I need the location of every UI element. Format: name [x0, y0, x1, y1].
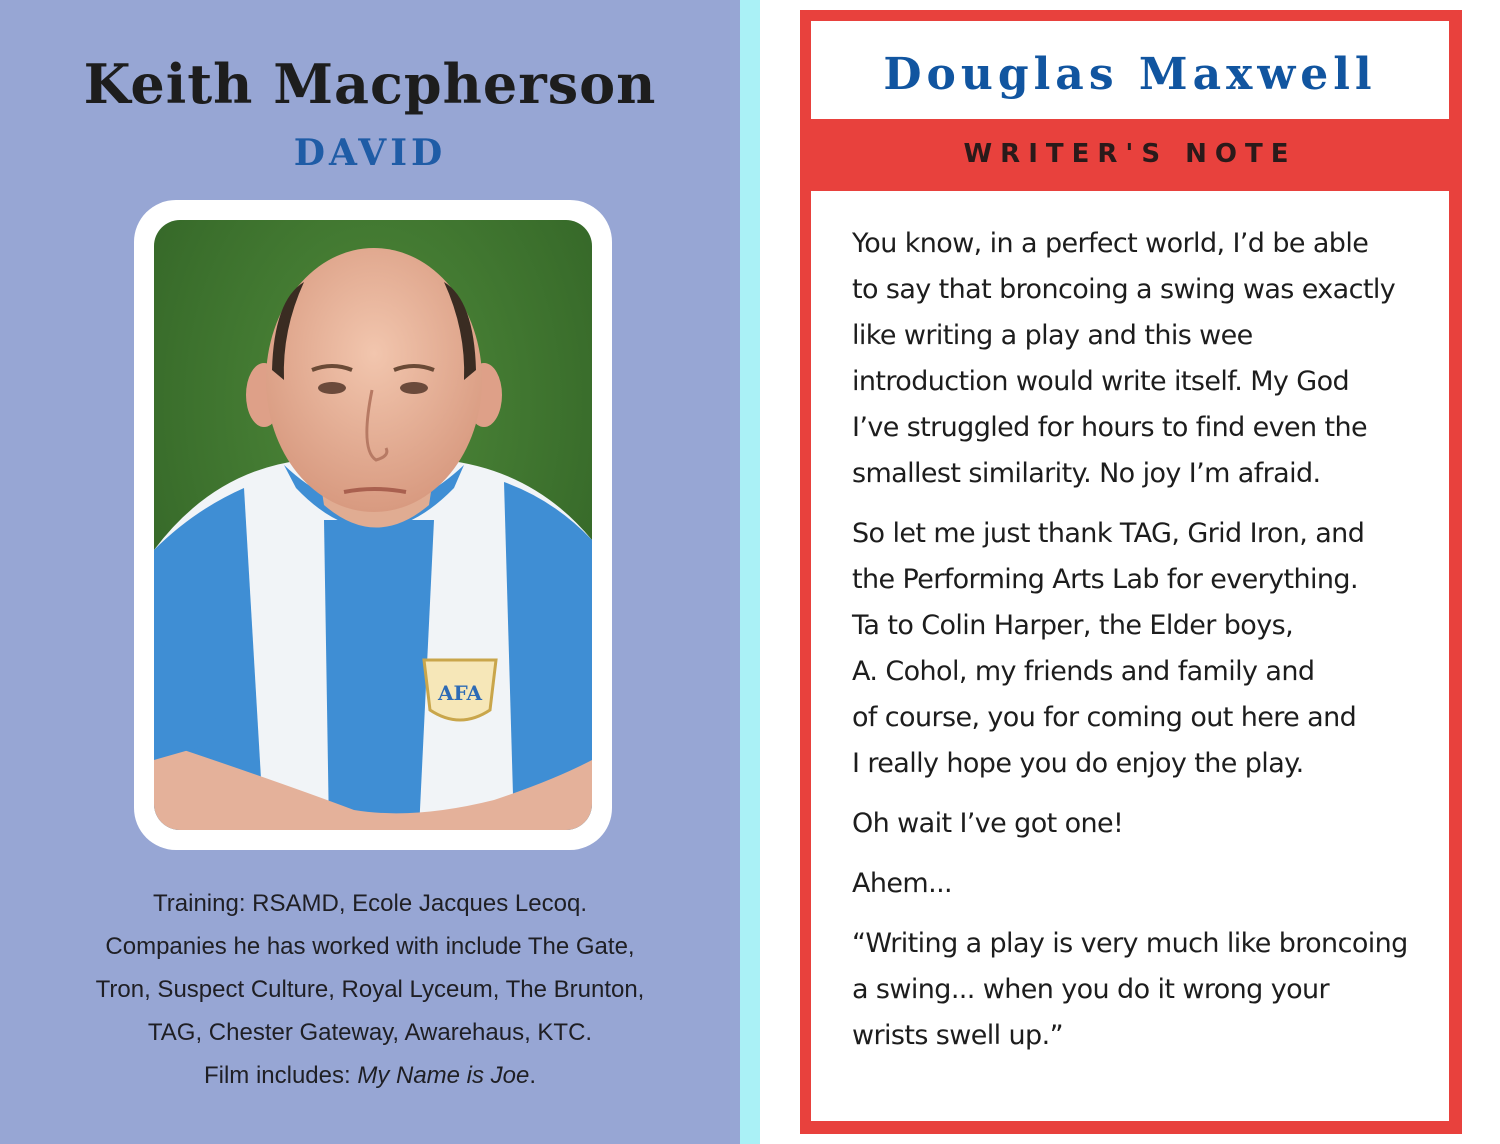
film-title: My Name is Joe — [357, 1062, 530, 1089]
note-line: to say that broncoing a swing was exactly — [852, 274, 1396, 305]
actor-role: DAVID — [293, 132, 447, 174]
note-line: A. Cohol, my friends and family and — [852, 656, 1315, 687]
photo-frame — [134, 200, 612, 850]
bio-film-line — [40, 1054, 700, 1097]
bio-line: Tron, Suspect Culture, Royal Lyceum, The Brunton, — [95, 976, 645, 1003]
bio-line: Training: RSAMD, Ecole Jacques Lecoq. — [153, 890, 587, 917]
writer-header — [811, 21, 1449, 119]
note-paragraph — [852, 861, 1432, 907]
note-line: Ta to Colin Harper, the Elder boys, — [852, 610, 1294, 641]
note-line: “Writing a play is very much like broncoing — [852, 928, 1408, 959]
note-paragraph — [852, 801, 1432, 847]
note-line: of course, you for coming out here and — [852, 702, 1357, 733]
note-line: Oh wait I’ve got one! — [852, 808, 1124, 839]
film-prefix: Film includes: — [203, 1062, 358, 1089]
note-paragraph — [852, 221, 1432, 497]
note-line: introduction would write itself. My God — [852, 366, 1350, 397]
note-line: Ahem... — [852, 868, 953, 899]
note-line: smallest similarity. No joy I’m afraid. — [852, 458, 1321, 489]
panel-divider — [740, 0, 760, 1144]
actor-bio — [40, 882, 700, 1097]
note-line: I’ve struggled for hours to find even the — [852, 412, 1368, 443]
film-suffix: . — [529, 1062, 537, 1089]
note-paragraph — [852, 921, 1432, 1059]
writer-note-body — [811, 191, 1449, 1121]
note-line: I really hope you do enjoy the play. — [852, 748, 1304, 779]
writer-note-text — [852, 221, 1432, 1073]
actor-photo — [154, 220, 592, 830]
writer-card — [800, 10, 1462, 1134]
writer-name: Douglas Maxwell — [883, 49, 1377, 100]
note-line: a swing... when you do it wrong your — [852, 974, 1330, 1005]
actor-name: Keith Macpherson — [83, 52, 657, 116]
bio-line: TAG, Chester Gateway, Awarehaus, KTC. — [147, 1019, 593, 1046]
note-line: wrists swell up.” — [852, 1020, 1063, 1051]
note-line: So let me just thank TAG, Grid Iron, and — [852, 518, 1365, 549]
bio-line: Companies he has worked with include The Gate, — [105, 933, 635, 960]
section-label: WRITER'S NOTE — [963, 139, 1297, 169]
note-line: the Performing Arts Lab for everything. — [852, 564, 1358, 595]
actor-panel — [0, 0, 740, 1144]
crest-text: AFA — [437, 681, 483, 705]
note-line: You know, in a perfect world, I’d be able — [852, 228, 1369, 259]
note-line: like writing a play and this wee — [852, 320, 1253, 351]
note-paragraph — [852, 511, 1432, 787]
